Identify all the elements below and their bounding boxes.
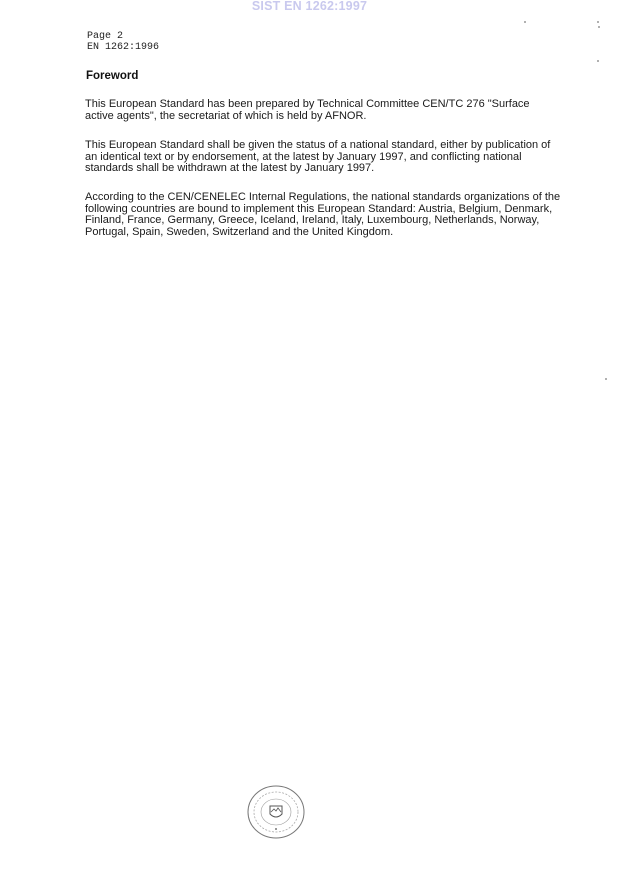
- paragraph-line: This European Standard has been prepared by Technical Committee CEN/TC 276 "Surface: [85, 98, 530, 110]
- scan-speck: [598, 26, 600, 28]
- paragraph-line: Finland, France, Germany, Greece, Iceland, Ireland, Italy, Luxembourg, Netherlands, Norway,: [85, 214, 540, 226]
- section-title: Foreword: [86, 70, 139, 82]
- paragraph-line: This European Standard shall be given the status of a national standard, either by publication of: [85, 139, 551, 151]
- watermark: SIST EN 1262:1997: [251, 0, 368, 13]
- paragraph-line: standards shall be withdrawn at the latest by January 1997.: [85, 162, 375, 174]
- scan-speck: [597, 21, 599, 23]
- paragraph-3: [85, 192, 605, 238]
- paragraph-line: an identical text or by endorsement, at the latest by January 1997, and conflicting national: [85, 150, 522, 163]
- paragraph-line: Portugal, Spain, Sweden, Switzerland and the United Kingdom.: [85, 225, 394, 238]
- standard-id: EN 1262:1996: [87, 41, 160, 53]
- page-header: [87, 32, 159, 53]
- official-stamp-icon: [246, 784, 306, 840]
- scan-speck: [605, 378, 607, 380]
- paragraph-1: [85, 99, 605, 122]
- page-number: Page 2: [87, 31, 124, 42]
- scan-speck: [597, 60, 599, 62]
- paragraph-line: following countries are bound to implement this European Standard: Austria, Belgium, Denmark,: [85, 202, 553, 215]
- paragraph-line: According to the CEN/CENELEC Internal Regulations, the national standards organizations of the: [85, 191, 561, 203]
- paragraph-2: [85, 140, 605, 175]
- paragraph-line: active agents", the secretariat of which is held by AFNOR.: [85, 109, 367, 122]
- scan-speck: [524, 21, 526, 23]
